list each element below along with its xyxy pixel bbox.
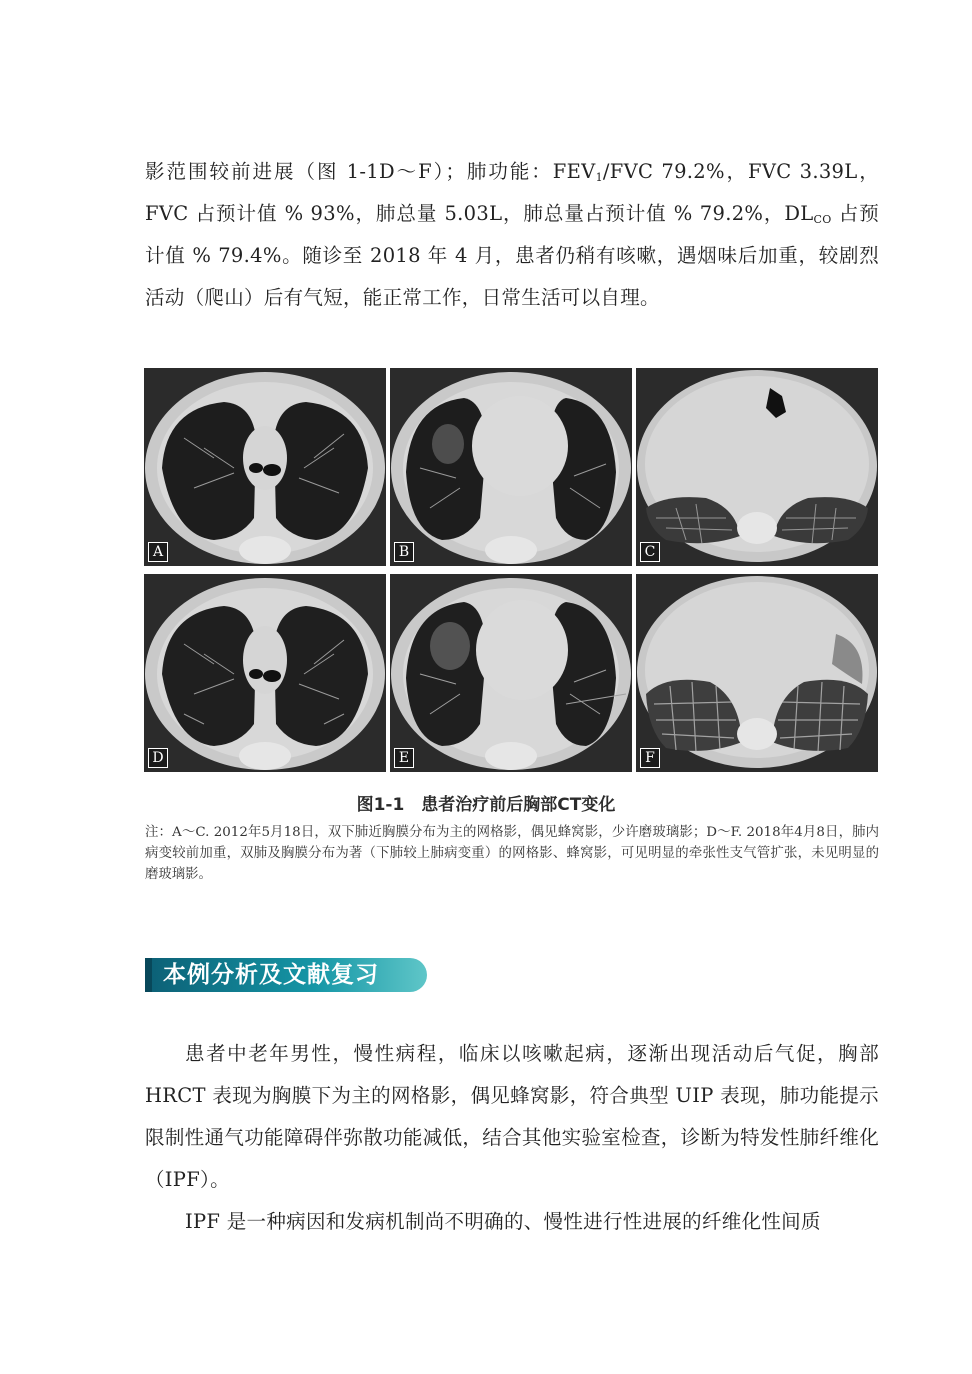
paragraph-text: /FVC 79.2%，FVC 3.39L，FVC 占预计值 % 93%，肺总量 5.03L，肺总量占预计值 % 79.2%，DL bbox=[145, 160, 879, 225]
ct-scan-mid-lung-heart-icon bbox=[390, 574, 632, 772]
subscript: 1 bbox=[595, 171, 603, 184]
panel-label: D bbox=[148, 748, 168, 768]
ct-scan-upper-lung-icon bbox=[144, 368, 386, 566]
ct-panel-d bbox=[144, 574, 386, 772]
panel-label: C bbox=[640, 542, 660, 562]
subscript: CO bbox=[813, 213, 832, 226]
ct-panel-a bbox=[144, 368, 386, 566]
section-heading-text: 本例分析及文献复习 bbox=[163, 962, 379, 988]
ct-scan-lung-base-icon bbox=[636, 574, 878, 772]
ct-panel-e bbox=[390, 574, 632, 772]
ct-scan-upper-lung-icon bbox=[144, 574, 386, 772]
panel-label: B bbox=[394, 542, 414, 562]
figure-note: 注：A～C. 2012年5月18日，双下肺近胸膜分布为主的网格影，偶见蜂窝影，少许磨玻璃影；D～F. 2018年4月8日，肺内病变较前加重，双肺及胸膜分布为著（下肺较上肺病变重）的网格影、蜂窝影，可见明显的牵张性支气管扩张，未见明显的磨玻璃影。 bbox=[145, 825, 879, 882]
body-paragraph-1 bbox=[145, 151, 879, 319]
ct-scan-lung-base-icon bbox=[636, 368, 878, 566]
body-paragraph-2: 患者中老年男性，慢性病程，临床以咳嗽起病，逐渐出现活动后气促，胸部 HRCT 表现为胸膜下为主的网格影，偶见蜂窝影，符合典型 UIP 表现，肺功能提示限制性通气功能障碍伴弥散功能减低，结合其他实验室检查，诊断为特发性肺纤维化（IPF）。 bbox=[145, 1042, 879, 1191]
ct-scan-mid-lung-heart-icon bbox=[390, 368, 632, 566]
panel-label: A bbox=[148, 542, 168, 562]
ct-panel-c bbox=[636, 368, 878, 566]
section-heading bbox=[145, 958, 427, 992]
section-heading-accent-bar bbox=[145, 958, 152, 992]
paragraph-text: 占预计值 % 79.4%。随诊至 2018 年 4 月，患者仍稍有咳嗽，遇烟味后加重，较剧烈活动（爬山）后有气短，能正常工作，日常生活可以自理。 bbox=[145, 202, 879, 309]
figure-title: 图1-1 患者治疗前后胸部CT变化 bbox=[356, 795, 616, 815]
panel-label: F bbox=[640, 748, 660, 768]
ct-panel-b bbox=[390, 368, 632, 566]
panel-label: E bbox=[394, 748, 414, 768]
ct-image-grid bbox=[144, 368, 878, 776]
paragraph-text: 影范围较前进展（图 1-1D～F）；肺功能：FEV bbox=[145, 160, 596, 183]
body-paragraph-3: IPF 是一种病因和发病机制尚不明确的、慢性进行性进展的纤维化性间质 bbox=[185, 1210, 821, 1233]
ct-panel-f bbox=[636, 574, 878, 772]
ct-figure bbox=[144, 368, 878, 776]
